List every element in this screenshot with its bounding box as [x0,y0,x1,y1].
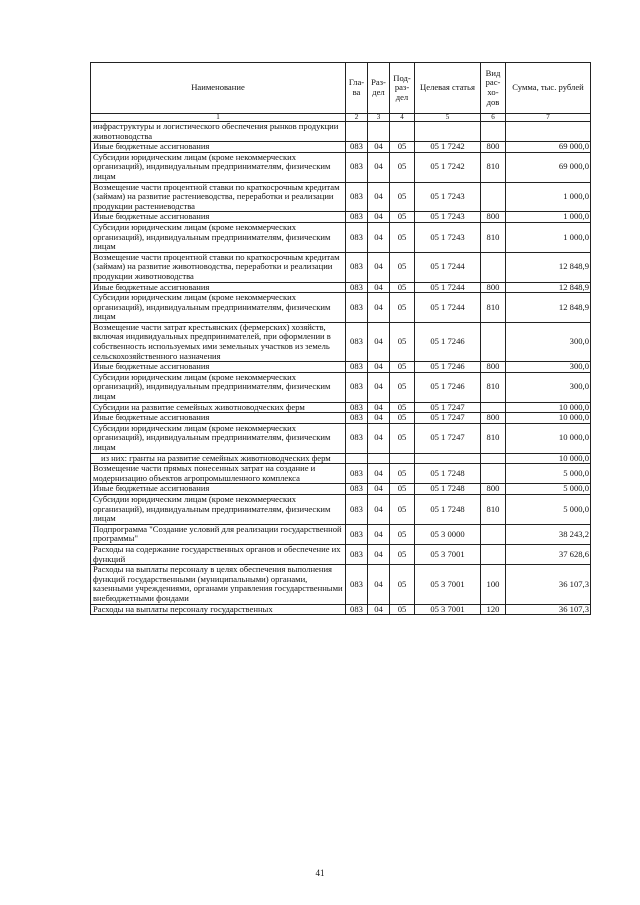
cell-expense-type [481,544,506,564]
cell-name: Иные бюджетные ассигнования [91,362,346,373]
header-glava: Гла-ва [346,63,368,114]
page-number: 41 [315,868,325,878]
cell-glava: 083 [346,413,368,424]
table-row [91,142,591,153]
cell-target-article: 05 1 7248 [415,494,481,524]
cell-sum: 36 107,3 [506,565,591,604]
cell-glava [346,122,368,142]
cell-name: Подпрограмма "Создание условий для реализации государственной программы" [91,524,346,544]
header-podrazdel: Под-раз-дел [390,63,415,114]
cell-podrazdel: 05 [390,372,415,402]
cell-expense-type: 810 [481,423,506,453]
cell-glava: 083 [346,212,368,223]
cell-glava: 083 [346,293,368,323]
cell-glava: 083 [346,544,368,564]
cell-podrazdel: 05 [390,565,415,604]
cell-glava: 083 [346,182,368,212]
cell-sum: 38 243,2 [506,524,591,544]
cell-podrazdel: 05 [390,222,415,252]
cell-sum: 5 000,0 [506,484,591,495]
cell-sum: 69 000,0 [506,142,591,153]
cell-glava: 083 [346,372,368,402]
cell-expense-type [481,402,506,413]
cell-glava: 083 [346,402,368,413]
table-row [91,152,591,182]
cell-name: Иные бюджетные ассигнования [91,212,346,223]
budget-table [90,62,591,615]
cell-name: инфраструктуры и логистического обеспечения рынков продукции животноводства [91,122,346,142]
cell-razdel: 04 [368,212,390,223]
cell-razdel: 04 [368,252,390,282]
table-row [91,182,591,212]
cell-glava: 083 [346,152,368,182]
cell-podrazdel: 05 [390,142,415,153]
cell-target-article: 05 1 7247 [415,423,481,453]
cell-expense-type: 800 [481,362,506,373]
cell-name: Иные бюджетные ассигнования [91,484,346,495]
column-number: 3 [368,114,390,122]
cell-name: Субсидии юридическим лицам (кроме некоммерческих организаций), индивидуальным предпринимателям, физическим лицам [91,222,346,252]
cell-target-article: 05 3 7001 [415,544,481,564]
table-row [91,524,591,544]
cell-name: из них: гранты на развитие семейных животноводческих ферм [91,453,346,464]
cell-sum: 12 848,9 [506,252,591,282]
table-row [91,423,591,453]
cell-expense-type: 100 [481,565,506,604]
cell-target-article: 05 1 7242 [415,152,481,182]
table-row [91,282,591,293]
header-razdel: Раз-дел [368,63,390,114]
cell-target-article: 05 1 7246 [415,372,481,402]
cell-razdel [368,453,390,464]
cell-sum: 10 000,0 [506,402,591,413]
cell-glava: 083 [346,494,368,524]
table-row [91,544,591,564]
cell-podrazdel [390,453,415,464]
header-name: Наименование [91,63,346,114]
cell-razdel: 04 [368,565,390,604]
column-number: 5 [415,114,481,122]
table-row [91,494,591,524]
cell-podrazdel: 05 [390,282,415,293]
table-row [91,362,591,373]
table-row [91,222,591,252]
cell-podrazdel: 05 [390,524,415,544]
cell-podrazdel: 05 [390,252,415,282]
cell-name: Иные бюджетные ассигнования [91,282,346,293]
table-row [91,252,591,282]
cell-target-article: 05 1 7248 [415,484,481,495]
cell-glava: 083 [346,604,368,615]
cell-podrazdel [390,122,415,142]
cell-razdel: 04 [368,423,390,453]
table-body [91,122,591,615]
cell-target-article [415,122,481,142]
table-row [91,565,591,604]
table-row [91,484,591,495]
cell-expense-type [481,464,506,484]
cell-razdel: 04 [368,402,390,413]
column-number: 1 [91,114,346,122]
cell-sum: 1 000,0 [506,222,591,252]
cell-podrazdel: 05 [390,362,415,373]
header-sum: Сумма, тыс. рублей [506,63,591,114]
budget-table-page [90,62,590,615]
cell-expense-type: 810 [481,293,506,323]
table-header-row [91,63,591,114]
cell-name: Иные бюджетные ассигнования [91,413,346,424]
cell-expense-type: 800 [481,142,506,153]
table-row [91,372,591,402]
cell-expense-type [481,122,506,142]
column-number-row [91,114,591,122]
cell-razdel: 04 [368,413,390,424]
cell-sum: 10 000,0 [506,453,591,464]
cell-sum: 300,0 [506,322,591,361]
cell-target-article: 05 1 7244 [415,282,481,293]
cell-razdel: 04 [368,282,390,293]
cell-razdel: 04 [368,494,390,524]
cell-sum: 10 000,0 [506,413,591,424]
cell-podrazdel: 05 [390,604,415,615]
cell-name: Возмещение части процентной ставки по краткосрочным кредитам (займам) на развитие растениеводства, переработки и реализации продукции растениеводства [91,182,346,212]
cell-expense-type: 810 [481,494,506,524]
cell-expense-type: 810 [481,152,506,182]
cell-name: Возмещение части процентной ставки по краткосрочным кредитам (займам) на развитие животноводства, переработки и реализации продукции животноводства [91,252,346,282]
cell-glava: 083 [346,282,368,293]
cell-razdel: 04 [368,604,390,615]
header-target-article: Целевая статья [415,63,481,114]
cell-expense-type: 800 [481,484,506,495]
cell-razdel [368,122,390,142]
cell-glava [346,453,368,464]
cell-expense-type: 800 [481,413,506,424]
cell-razdel: 04 [368,362,390,373]
cell-target-article: 05 1 7246 [415,322,481,361]
cell-target-article: 05 1 7246 [415,362,481,373]
cell-sum: 300,0 [506,362,591,373]
cell-name: Иные бюджетные ассигнования [91,142,346,153]
cell-razdel: 04 [368,222,390,252]
cell-razdel: 04 [368,464,390,484]
cell-sum: 5 000,0 [506,464,591,484]
cell-target-article: 05 1 7247 [415,402,481,413]
cell-razdel: 04 [368,484,390,495]
table-row [91,604,591,615]
cell-glava: 083 [346,142,368,153]
cell-target-article: 05 1 7244 [415,293,481,323]
cell-sum: 36 107,3 [506,604,591,615]
cell-sum: 300,0 [506,372,591,402]
cell-glava: 083 [346,565,368,604]
table-row [91,413,591,424]
cell-name: Возмещение части прямых понесенных затрат на создание и модернизацию объектов агропромышленного комплекса [91,464,346,484]
cell-sum: 12 848,9 [506,293,591,323]
cell-podrazdel: 05 [390,293,415,323]
cell-razdel: 04 [368,524,390,544]
cell-target-article: 05 1 7248 [415,464,481,484]
cell-glava: 083 [346,362,368,373]
cell-glava: 083 [346,322,368,361]
cell-podrazdel: 05 [390,402,415,413]
cell-target-article: 05 1 7247 [415,413,481,424]
cell-podrazdel: 05 [390,182,415,212]
cell-sum: 12 848,9 [506,282,591,293]
cell-expense-type: 800 [481,282,506,293]
cell-expense-type: 120 [481,604,506,615]
table-row [91,464,591,484]
cell-name: Субсидии юридическим лицам (кроме некоммерческих организаций), индивидуальным предпринимателям, физическим лицам [91,372,346,402]
cell-glava: 083 [346,222,368,252]
cell-podrazdel: 05 [390,544,415,564]
cell-podrazdel: 05 [390,212,415,223]
table-row [91,212,591,223]
cell-expense-type [481,252,506,282]
cell-podrazdel: 05 [390,413,415,424]
cell-expense-type [481,182,506,212]
cell-expense-type: 810 [481,372,506,402]
cell-name: Расходы на содержание государственных органов и обеспечение их функций [91,544,346,564]
cell-razdel: 04 [368,322,390,361]
cell-name: Расходы на выплаты персоналу государственных [91,604,346,615]
cell-name: Расходы на выплаты персоналу в целях обеспечения выполнения функций государственными (муниципальными) органами, казенными учреждениями, органами управления государственными внебюджетными фондами [91,565,346,604]
cell-glava: 083 [346,252,368,282]
cell-podrazdel: 05 [390,494,415,524]
cell-expense-type: 800 [481,212,506,223]
cell-target-article: 05 1 7243 [415,212,481,223]
cell-sum [506,122,591,142]
cell-expense-type [481,524,506,544]
cell-podrazdel: 05 [390,423,415,453]
cell-target-article [415,453,481,464]
cell-name: Субсидии юридическим лицам (кроме некоммерческих организаций), индивидуальным предпринимателям, физическим лицам [91,293,346,323]
cell-target-article: 05 3 7001 [415,565,481,604]
cell-expense-type [481,453,506,464]
cell-target-article: 05 1 7243 [415,222,481,252]
cell-glava: 083 [346,524,368,544]
cell-glava: 083 [346,484,368,495]
header-expense-type: Вид рас-хо-дов [481,63,506,114]
cell-target-article: 05 1 7242 [415,142,481,153]
cell-glava: 083 [346,423,368,453]
cell-sum: 5 000,0 [506,494,591,524]
cell-razdel: 04 [368,182,390,212]
cell-podrazdel: 05 [390,322,415,361]
cell-target-article: 05 3 7001 [415,604,481,615]
table-row [91,453,591,464]
cell-podrazdel: 05 [390,464,415,484]
table-row [91,293,591,323]
table-row [91,322,591,361]
column-number: 4 [390,114,415,122]
cell-razdel: 04 [368,142,390,153]
cell-name: Субсидии юридическим лицам (кроме некоммерческих организаций), индивидуальным предпринимателям, физическим лицам [91,423,346,453]
cell-sum: 1 000,0 [506,182,591,212]
cell-podrazdel: 05 [390,152,415,182]
cell-sum: 69 000,0 [506,152,591,182]
cell-target-article: 05 1 7243 [415,182,481,212]
cell-name: Субсидии на развитие семейных животноводческих ферм [91,402,346,413]
cell-expense-type [481,322,506,361]
cell-expense-type: 810 [481,222,506,252]
cell-target-article: 05 3 0000 [415,524,481,544]
column-number: 2 [346,114,368,122]
cell-name: Субсидии юридическим лицам (кроме некоммерческих организаций), индивидуальным предпринимателям, физическим лицам [91,494,346,524]
cell-sum: 10 000,0 [506,423,591,453]
cell-name: Субсидии юридическим лицам (кроме некоммерческих организаций), индивидуальным предпринимателям, физическим лицам [91,152,346,182]
column-number: 6 [481,114,506,122]
table-row [91,122,591,142]
cell-name: Возмещение части затрат крестьянских (фермерских) хозяйств, включая индивидуальных предпринимателей, при оформлении в собственность используемых ими земельных участков из земель сельскохозяйственного назначения [91,322,346,361]
cell-glava: 083 [346,464,368,484]
cell-razdel: 04 [368,293,390,323]
column-number: 7 [506,114,591,122]
cell-razdel: 04 [368,152,390,182]
cell-target-article: 05 1 7244 [415,252,481,282]
cell-podrazdel: 05 [390,484,415,495]
cell-razdel: 04 [368,372,390,402]
table-row [91,402,591,413]
cell-razdel: 04 [368,544,390,564]
cell-sum: 37 628,6 [506,544,591,564]
cell-sum: 1 000,0 [506,212,591,223]
